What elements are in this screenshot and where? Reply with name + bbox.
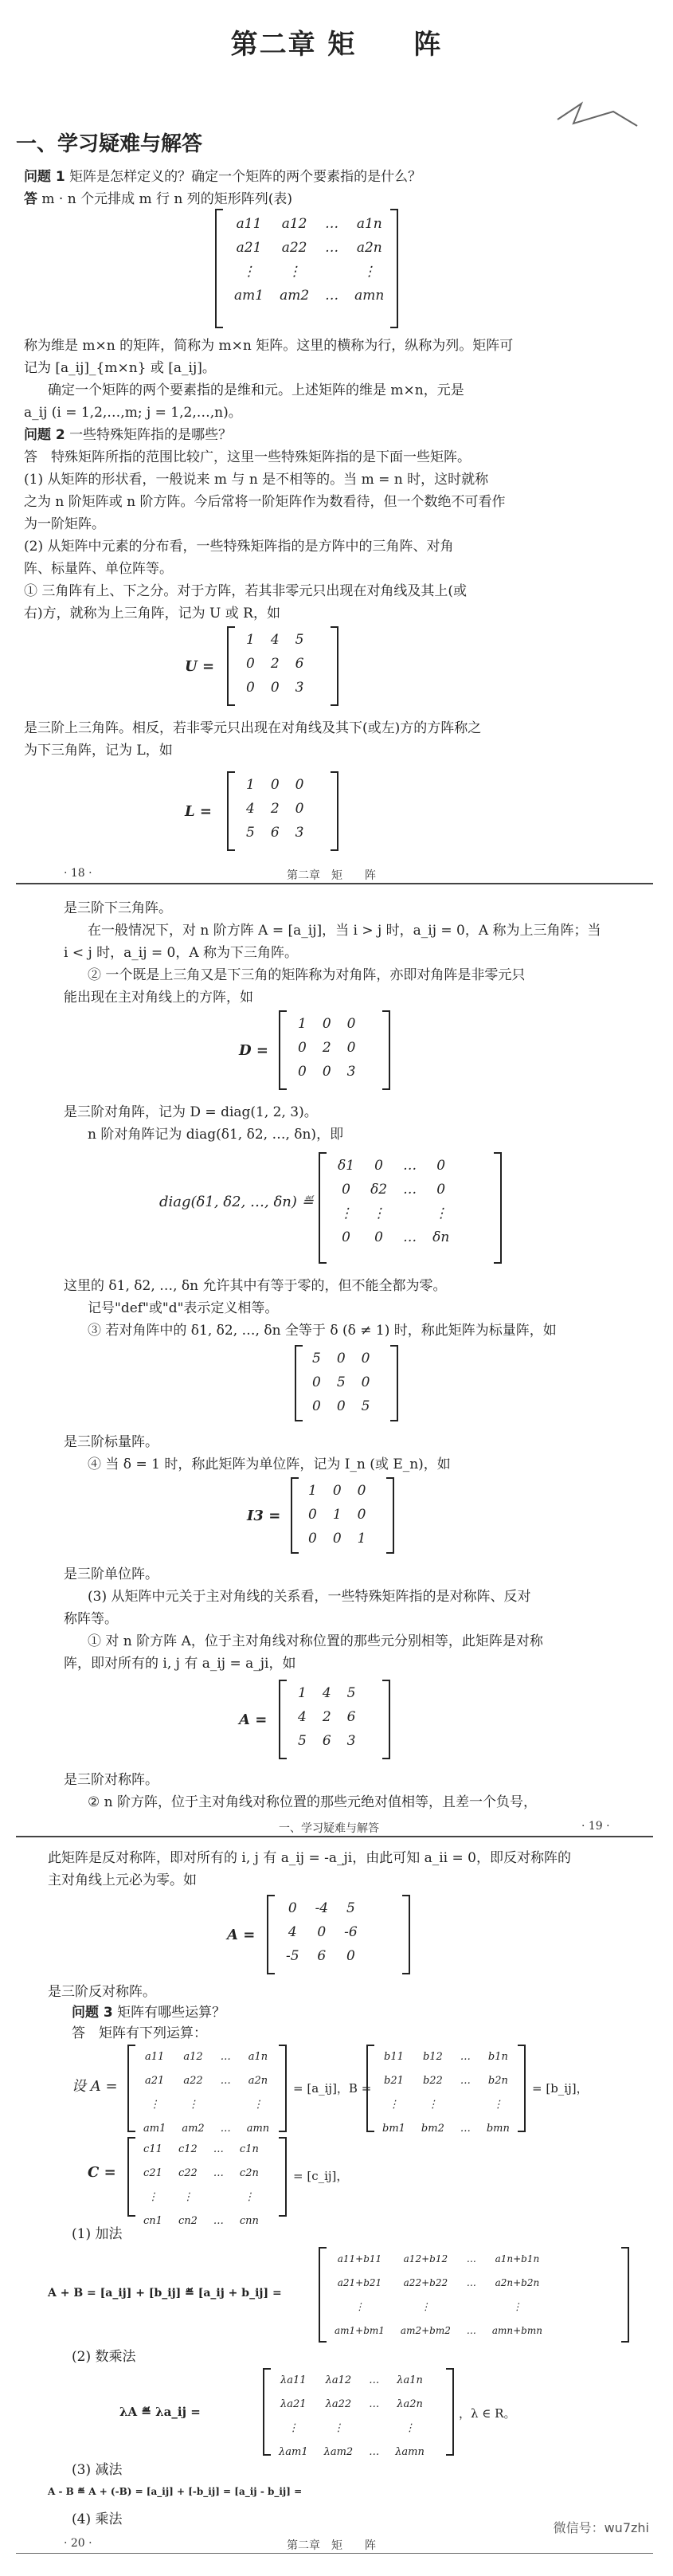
matrix-cell: 4 [246, 801, 255, 817]
q2-text: 一些特殊矩阵指的是哪些？ [69, 427, 233, 443]
matrix-cell: λa22 [325, 2398, 352, 2410]
matrix-cell: cn2 [178, 2214, 198, 2227]
matrix-cell: … [369, 2374, 380, 2386]
matrix-cell: … [220, 2050, 231, 2063]
matrix-cell: δ1 [338, 1158, 355, 1174]
p3-l2: 主对角线上元必为零。如 [48, 1872, 197, 1888]
matrix-cell: ⋮ [242, 264, 256, 280]
p2-l5: 能出现在主对角线上的方阵，如 [64, 990, 253, 1006]
p2-l14: (3) 从矩阵中元关于主对角线的关系看，一些特殊矩阵指的是对称阵、反对 [88, 1589, 531, 1605]
matrix-cell: a21 [236, 240, 262, 256]
matrix-cell: -4 [315, 1900, 329, 1916]
p2-l12: ④ 当 δ = 1 时，称此矩阵为单位阵，记为 I_n (或 E_n)，如 [88, 1457, 451, 1472]
matrix-cell: ⋮ [188, 2098, 199, 2111]
matrix-L [227, 771, 338, 851]
matrix-cell: 0 [270, 777, 280, 793]
matrix-cell: b12 [422, 2050, 443, 2063]
matrix-cell: 0 [270, 680, 280, 696]
matrix-cell: 1 [357, 1531, 366, 1547]
matrix-cell: a1n [356, 216, 382, 232]
matrix-cell: λa2n [397, 2398, 423, 2410]
matrix-cell: a2n [356, 240, 382, 256]
p2-l8: 这里的 δ1, δ2, …, δn 允许其中有等于零的，但不能全都为零。 [64, 1278, 447, 1294]
matrix-cell: … [220, 2122, 231, 2135]
matrix-cell: 3 [295, 680, 304, 696]
matrix-cell: 0 [336, 1398, 346, 1414]
matrix-cell: a22 [183, 2074, 203, 2087]
matrix-cell: a12 [183, 2050, 203, 2063]
matrix-cell: ⋮ [147, 2190, 158, 2203]
matrix-cell: 6 [270, 825, 280, 841]
matrix-cell: 0 [246, 680, 255, 696]
matrix-cell: b11 [384, 2050, 404, 2063]
footer-section: 一、学习疑难与解答 [279, 1822, 379, 1835]
matrix-cell: a2n+b2n [495, 2277, 540, 2288]
matrix-cell: b2n [487, 2074, 508, 2087]
matrix-cell: amn+bmn [491, 2325, 542, 2336]
matrix-cell: 3 [295, 825, 304, 841]
matrix-cell: c11 [143, 2143, 162, 2155]
p2-l4: ② 一个既是上三角又是下三角的矩阵称为对角阵，亦即对角阵是非零元只 [88, 967, 526, 983]
q3-label: 问题 3 [72, 2005, 113, 2021]
matrix-cell: 2 [322, 1709, 331, 1725]
matrix-cell: 0 [312, 1374, 321, 1390]
eq-aij-B: = [a_ij]，B = [293, 2081, 372, 2096]
matrix-D [279, 1010, 390, 1090]
q2-l9: 是三阶上三角阵。相反，若非零元只出现在对角线及其下(或左)方的方阵称之 [24, 720, 482, 736]
matrix-cell: ⋮ [333, 2421, 344, 2434]
sub-equation: A - B ≝ A + (-B) = [a_ij] + [-b_ij] = [a_ij - b_ij] = [48, 2486, 303, 2497]
add-equation: A + B = [a_ij] + [b_ij] ≝ [a_ij + b_ij] = [48, 2287, 282, 2300]
matrix-cell: ⋮ [512, 2301, 522, 2312]
matrix-cell: 5 [298, 1733, 307, 1749]
matrix-cell: 0 [357, 1507, 366, 1523]
matrix-cell: 5 [346, 1685, 356, 1701]
matrix-I-label: I3 = [247, 1508, 281, 1524]
matrix-cell: am1+bm1 [335, 2325, 385, 2336]
matrix-diag [319, 1152, 502, 1264]
matrix-cell: 1 [298, 1016, 307, 1032]
matrix-cell: 4 [288, 1924, 297, 1940]
p2-l18: 是三阶对称阵。 [64, 1772, 158, 1788]
matrix-cell: a21 [145, 2074, 165, 2087]
p2-l1: 是三阶下三角阵。 [64, 900, 172, 916]
matrix-cell: 0 [374, 1229, 383, 1245]
matrix-cell: 0 [436, 1158, 446, 1174]
matrix-cell: 0 [361, 1374, 370, 1390]
matrix-cell: -6 [344, 1924, 358, 1940]
matrix-cell: … [403, 1158, 417, 1174]
pen-scribble-icon [550, 88, 645, 135]
matrix-cell: δ2 [370, 1182, 388, 1198]
matrix-cell: 0 [332, 1531, 342, 1547]
matrix-cell: ⋮ [405, 2421, 416, 2434]
q1-p5: a_ij (i = 1,2,…,m; j = 1,2,…,n)。 [24, 405, 242, 421]
matrix-cell: 0 [298, 1040, 307, 1056]
scalar-tail: ，λ ∈ R。 [459, 2406, 516, 2421]
q2-label: 问题 2 [24, 427, 65, 443]
matrix-cell [459, 2295, 484, 2319]
matrix-cell: 0 [361, 1351, 370, 1366]
matrix-cell: ⋮ [288, 264, 302, 280]
matrix-cell: ⋮ [434, 1206, 448, 1221]
wechat-watermark: 微信号：wu7zhi [553, 2520, 649, 2535]
matrix-cell: 6 [317, 1948, 327, 1964]
matrix-cell: … [460, 2050, 471, 2063]
matrix-cell: ⋮ [427, 2098, 438, 2111]
matrix-C-generic [127, 2137, 287, 2227]
matrix-cell: … [220, 2074, 231, 2087]
p3-l3: 是三阶反对称阵。 [48, 1984, 156, 2000]
matrix-cell: … [325, 240, 339, 256]
p2-l2: 在一般情况下，对 n 阶方阵 A = [a_ij]，当 i > j 时，a_ij = 0，A 称为上三角阵；当 [88, 923, 601, 939]
eq-bij: = [b_ij]， [532, 2081, 589, 2096]
question-2 [24, 424, 645, 446]
matrix-cell: am1 [143, 2122, 166, 2135]
matrix-cell: δn [432, 1229, 450, 1245]
matrix-cell: 0 [346, 1016, 356, 1032]
matrix-cell: λa11 [280, 2374, 307, 2386]
q1-answer-label: 答 [24, 191, 37, 207]
matrix-cell: 5 [346, 1900, 355, 1916]
matrix-cell: ⋮ [244, 2190, 255, 2203]
matrix-cell: b1n [487, 2050, 508, 2063]
op-scalar: (2) 数乘法 [72, 2349, 136, 2365]
matrix-cell: … [466, 2253, 476, 2264]
matrix-cell [361, 2416, 387, 2440]
matrix-cell: 0 [322, 1016, 331, 1032]
p2-l17: 阵，即对所有的 i, j 有 a_ij = a_ji，如 [64, 1656, 296, 1672]
p2-l7: n 阶对角阵记为 diag(δ1, δ2, …, δn)，即 [88, 1127, 344, 1143]
matrix-cell: … [325, 216, 339, 232]
matrix-cell: … [213, 2143, 224, 2155]
op-add: (1) 加法 [72, 2226, 123, 2242]
matrix-cell: b21 [384, 2074, 404, 2087]
chapter-title: 第二章 矩 阵 [230, 29, 443, 61]
p2-l15: 称阵等。 [64, 1611, 118, 1627]
matrix-cell: c21 [143, 2166, 162, 2179]
matrix-cell: b22 [422, 2074, 443, 2087]
matrix-cell: c22 [178, 2166, 198, 2179]
matrix-Askew-label: A = [227, 1927, 256, 1943]
matrix-cell: am1 [234, 288, 264, 304]
matrix-cell: ⋮ [252, 2098, 264, 2111]
matrix-D-label: D = [239, 1042, 268, 1059]
matrix-cell: a12 [281, 216, 307, 232]
matrix-cell: amn [354, 288, 385, 304]
p3-l4: 答 矩阵有下列运算： [72, 2025, 207, 2041]
section-heading: 一、学习疑难与解答 [16, 132, 203, 156]
matrix-cell: 0 [312, 1398, 321, 1414]
op-mul: (4) 乘法 [72, 2511, 123, 2527]
q1-answer-text: m · n 个元排成 m 行 n 列的矩形阵列(表) [41, 191, 293, 207]
matrix-cell: … [369, 2398, 380, 2410]
matrix-cell: cn1 [143, 2214, 162, 2227]
matrix-cell: ⋮ [182, 2190, 194, 2203]
matrix-cell: a21+b21 [337, 2277, 382, 2288]
matrix-cell: a12+b12 [403, 2253, 448, 2264]
eq-cij: = [c_ij]， [293, 2169, 349, 2183]
matrix-cell: 5 [312, 1351, 321, 1366]
matrix-cell: a11+b11 [337, 2253, 382, 2264]
q2-l5: (2) 从矩阵中元素的分布看，一些特殊矩阵指的是方阵中的三角阵、对角 [24, 539, 454, 555]
matrix-cell: c2n [239, 2166, 259, 2179]
matrix-cell: 1 [298, 1685, 307, 1701]
matrix-cell: 6 [346, 1709, 356, 1725]
matrix-cell: 1 [332, 1507, 342, 1523]
q2-l4: 为一阶矩阵。 [24, 516, 105, 532]
matrix-cell: 5 [361, 1398, 370, 1414]
question-1 [24, 166, 645, 188]
footer-page-18: · 18 · [64, 867, 92, 880]
q2-l6: 阵、标量阵、单位阵等。 [24, 561, 173, 577]
q1-p4: 确定一个矩阵的两个要素指的是维和元。上述矩阵的维是 m×n，元是 [48, 382, 464, 398]
matrix-cell: 2 [270, 801, 280, 817]
matrix-cell: a11 [236, 216, 262, 232]
matrix-cell: λa21 [280, 2398, 307, 2410]
matrix-cell [205, 2185, 232, 2209]
matrix-cell: a1n [248, 2050, 268, 2063]
matrix-antisymmetric [267, 1895, 410, 1974]
matrix-cell: 4 [270, 632, 280, 648]
matrix-cell: am2 [280, 288, 310, 304]
matrix-cell: 1 [246, 777, 255, 793]
matrix-cell: … [460, 2074, 471, 2087]
matrix-cell: 0 [346, 1948, 355, 1964]
matrix-cell: λam2 [323, 2445, 354, 2458]
footer-chapter-1: 第二章 矩 阵 [287, 869, 376, 882]
matrix-cell: 0 [322, 1064, 331, 1080]
generic-matrix-1 [215, 209, 398, 328]
matrix-cell: 5 [295, 632, 304, 648]
matrix-cell: 1 [246, 632, 255, 648]
matrix-cell: 0 [374, 1158, 383, 1174]
matrix-cell: a22 [281, 240, 307, 256]
page-rule-1 [16, 883, 653, 884]
matrix-cell: 0 [298, 1064, 307, 1080]
matrix-cell: 6 [322, 1733, 331, 1749]
matrix-cell: c1n [239, 2143, 259, 2155]
matrix-cell: c12 [178, 2143, 198, 2155]
p2-l10: ③ 若对角阵中的 δ1, δ2, …, δn 全等于 δ (δ ≠ 1) 时，称此矩阵为标量阵，如 [88, 1323, 557, 1339]
matrix-cell: ⋮ [354, 2301, 365, 2312]
set-A-label: 设 A = [72, 2078, 118, 2095]
matrix-cell: 0 [436, 1182, 446, 1198]
p3-l1: 此矩阵是反对称阵，即对所有的 i, j 有 a_ij = -a_ji，由此可知 a_ii = 0，即反对称阵的 [48, 1850, 571, 1866]
matrix-cell: 3 [346, 1733, 356, 1749]
p2-l19: ② n 阶方阵，位于主对角线对称位置的那些元绝对值相等，且差一个负号， [88, 1794, 537, 1810]
matrix-cell: 0 [342, 1229, 350, 1245]
matrix-cell: cnn [239, 2214, 259, 2227]
matrix-cell: 2 [322, 1040, 331, 1056]
matrix-cell: 0 [342, 1182, 350, 1198]
matrix-cell: bm2 [421, 2122, 444, 2135]
matrix-cell: … [325, 288, 339, 304]
matrix-cell: 3 [346, 1064, 356, 1080]
q1-answer [24, 188, 645, 210]
matrix-cell: a1n+b1n [495, 2253, 540, 2264]
matrix-cell: … [466, 2325, 476, 2336]
matrix-cell: 5 [336, 1374, 346, 1390]
matrix-I [291, 1477, 394, 1554]
set-C-label: C = [88, 2164, 116, 2181]
matrix-U-label: U = [185, 658, 215, 675]
p2-l9: 记号"def"或"d"表示定义相等。 [88, 1300, 279, 1316]
matrix-cell: 0 [246, 656, 255, 672]
matrix-U [227, 626, 338, 706]
matrix-lambda-A [263, 2368, 454, 2456]
matrix-cell: bm1 [382, 2122, 405, 2135]
matrix-scalar [295, 1345, 398, 1421]
matrix-A-generic [127, 2045, 287, 2135]
q2-l3: 之为 n 阶矩阵或 n 阶方阵。今后常将一阶矩阵作为数看待，但一个数绝不可看作 [24, 494, 506, 510]
p2-l13: 是三阶单位阵。 [64, 1566, 158, 1582]
page-rule-3 [16, 2553, 653, 2554]
matrix-cell: 5 [246, 825, 255, 841]
matrix-cell: 0 [336, 1351, 346, 1366]
matrix-cell: ⋮ [372, 1206, 386, 1221]
matrix-cell: 0 [288, 1900, 297, 1916]
q2-l8: 右)方，就称为上三角阵，记为 U 或 R，如 [24, 606, 280, 621]
matrix-Asym-label: A = [239, 1711, 268, 1728]
matrix-cell: 0 [346, 1040, 356, 1056]
matrix-cell: am2+bm2 [400, 2325, 451, 2336]
q3-text: 矩阵有哪些运算？ [117, 2005, 226, 2021]
matrix-cell: 0 [295, 777, 304, 793]
matrix-cell: 4 [298, 1709, 307, 1725]
matrix-cell: 0 [317, 1924, 327, 1940]
question-3 [72, 2002, 653, 2024]
matrix-cell [395, 1202, 425, 1225]
matrix-cell: … [213, 2214, 224, 2227]
matrix-cell: a2n [248, 2074, 268, 2087]
matrix-cell: 0 [357, 1483, 366, 1499]
p2-l16: ① 对 n 阶方阵 A，位于主对角线对称位置的那些元分别相等，此矩阵是对称 [88, 1633, 543, 1649]
matrix-cell: 0 [308, 1531, 317, 1547]
matrix-cell: -5 [286, 1948, 299, 1964]
q1-p2: 称为维是 m×n 的矩阵，简称为 m×n 矩阵。这里的横称为行，纵称为列。矩阵可 [24, 338, 514, 354]
page-rule-2 [16, 1836, 653, 1837]
matrix-cell: 2 [270, 656, 280, 672]
matrix-cell: 0 [308, 1507, 317, 1523]
q1-p3: 记为 [a_ij]_{m×n} 或 [a_ij]。 [24, 360, 216, 376]
matrix-cell: λamn [395, 2445, 425, 2458]
q1-text: 矩阵是怎样定义的？确定一个矩阵的两个要素指的是什么？ [69, 169, 422, 185]
q2-l7: ① 三角阵有上、下之分。对于方阵，若其非零元只出现在对角线及其上(或 [24, 583, 468, 599]
matrix-cell: 4 [322, 1685, 331, 1701]
op-sub: (3) 减法 [72, 2462, 123, 2478]
matrix-cell: a22+b22 [403, 2277, 448, 2288]
matrix-cell: a11 [145, 2050, 165, 2063]
matrix-cell: 1 [308, 1483, 317, 1499]
matrix-cell: ⋮ [388, 2098, 399, 2111]
matrix-cell: 6 [295, 656, 304, 672]
matrix-cell: λam1 [279, 2445, 308, 2458]
matrix-symmetric [279, 1680, 390, 1759]
matrix-cell: ⋮ [492, 2098, 503, 2111]
matrix-cell: bmn [486, 2122, 510, 2135]
matrix-cell: am2 [182, 2122, 205, 2135]
matrix-cell [213, 2092, 239, 2116]
matrix-L-label: L = [185, 803, 213, 820]
q1-label: 问题 1 [24, 169, 65, 185]
matrix-cell: … [213, 2166, 224, 2179]
footer-page-20: · 20 · [64, 2537, 92, 2550]
p2-l6: 是三阶对角阵，记为 D = diag(1, 2, 3)。 [64, 1104, 318, 1120]
matrix-cell: … [460, 2122, 471, 2135]
matrix-cell: λa1n [397, 2374, 423, 2386]
matrix-cell: 0 [332, 1483, 342, 1499]
matrix-cell [452, 2092, 479, 2116]
matrix-cell: … [403, 1229, 417, 1245]
matrix-cell: ⋮ [288, 2421, 299, 2434]
q2-l10: 为下三角阵，记为 L，如 [24, 743, 173, 759]
matrix-cell: ⋮ [149, 2098, 160, 2111]
matrix-cell: ⋮ [339, 1206, 354, 1221]
matrix-cell: … [466, 2277, 476, 2288]
p2-l3: i < j 时，a_ij = 0，A 称为下三角阵。 [64, 945, 299, 961]
matrix-cell: amn [246, 2122, 270, 2135]
footer-chapter-2: 第二章 矩 阵 [287, 2539, 376, 2552]
q2-l1: 答 特殊矩阵所指的范围比较广，这里一些特殊矩阵指的是下面一些矩阵。 [24, 449, 471, 465]
q2-l2: (1) 从矩阵的形状看，一般说来 m 与 n 是不相等的。当 m = n 时，这时就称 [24, 472, 489, 488]
matrix-B-generic [366, 2045, 526, 2135]
footer-page-19: · 19 · [581, 1820, 610, 1833]
matrix-cell: … [403, 1182, 417, 1198]
matrix-cell [317, 260, 346, 284]
p2-l11: 是三阶标量阵。 [64, 1434, 158, 1450]
matrix-diag-label: diag(δ1, δ2, …, δn) ≝ [159, 1194, 314, 1210]
matrix-cell: ⋮ [362, 264, 377, 280]
matrix-cell: 0 [295, 801, 304, 817]
scalar-equation: λA ≝ λa_ij = [119, 2405, 201, 2419]
matrix-A-plus-B [319, 2247, 629, 2343]
matrix-cell: ⋮ [421, 2301, 431, 2312]
matrix-cell: λa12 [325, 2374, 352, 2386]
matrix-cell: … [369, 2445, 380, 2458]
